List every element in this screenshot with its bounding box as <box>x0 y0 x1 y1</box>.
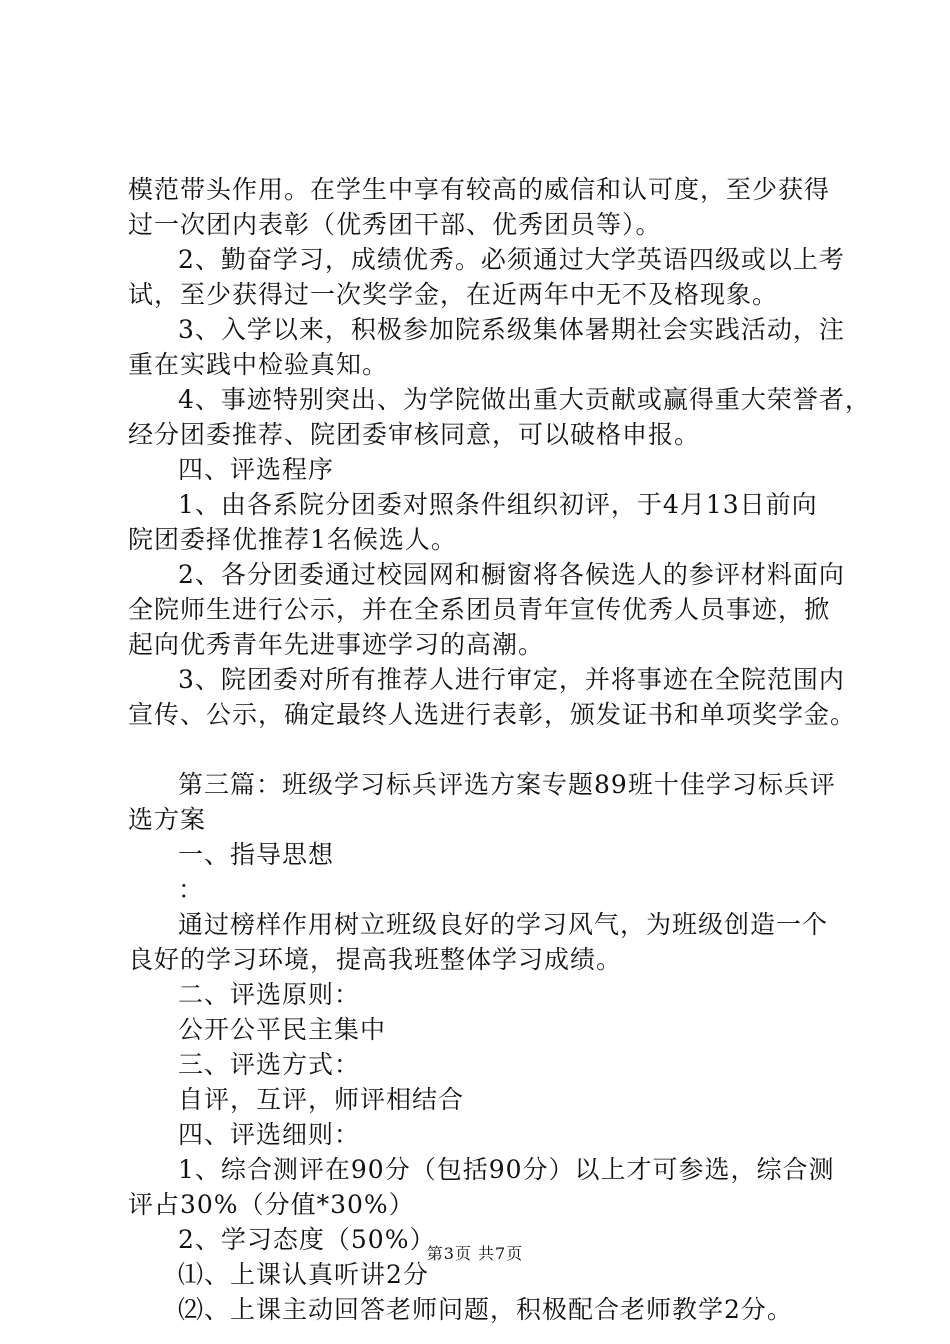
blank-line <box>128 732 840 767</box>
text-line: 3、入学以来，积极参加院系级集体暑期社会实践活动，注 <box>178 315 845 344</box>
text-line: 自评，互评，师评相结合 <box>178 1085 465 1114</box>
text-line: 模范带头作用。在学生中享有较高的威信和认可度，至少获得 <box>128 175 831 204</box>
text-line: ： <box>178 875 205 904</box>
text-line: 四、评选程序 <box>178 455 335 484</box>
text-line: 2、各分团委通过校园网和橱窗将各候选人的参评材料面向 <box>178 560 845 589</box>
text-line: 宣传、公示，确定最终人选进行表彰，颁发证书和单项奖学金。 <box>128 700 857 729</box>
text-line: 通过榜样作用树立班级良好的学习风气，为班级创造一个 <box>178 910 829 939</box>
text-line: 评占30%（分值*30%） <box>128 1190 415 1219</box>
text-line: 起向优秀青年先进事迹学习的高潮。 <box>128 630 545 659</box>
text-line: 第三篇：班级学习标兵评选方案专题89班十佳学习标兵评 <box>178 770 836 799</box>
text-line: 选方案 <box>128 805 207 834</box>
text-line: 四、评选细则： <box>178 1120 361 1149</box>
text-line: ⑵、上课主动回答老师问题，积极配合老师教学2分。 <box>178 1295 793 1324</box>
text-line: ⑴、上课认真听讲2分 <box>178 1260 429 1289</box>
document-body <box>128 172 871 1327</box>
text-line: 2、学习态度（50%） <box>178 1225 436 1254</box>
text-line: 公开公平民主集中 <box>178 1015 387 1044</box>
text-line: 二、评选原则： <box>178 980 361 1009</box>
text-line: 一、指导思想 <box>178 840 335 869</box>
text-line: 4、事迹特别突出、为学院做出重大贡献或赢得重大荣誉者， <box>178 385 871 414</box>
page-footer: 第3页 共7页 <box>426 1244 524 1263</box>
text-line: 院团委择优推荐1名候选人。 <box>128 525 457 554</box>
text-line: 三、评选方式： <box>178 1050 361 1079</box>
text-line: 全院师生进行公示，并在全系团员青年宣传优秀人员事迹，掀 <box>128 595 831 624</box>
text-line: 良好的学习环境，提高我班整体学习成绩。 <box>128 945 623 974</box>
text-line: 1、综合测评在90分（包括90分）以上才可参选，综合测 <box>178 1155 835 1184</box>
text-line: 经分团委推荐、院团委审核同意，可以破格申报。 <box>128 420 701 449</box>
text-line: 试，至少获得过一次奖学金，在近两年中无不及格现象。 <box>128 280 779 309</box>
text-line: 1、由各系院分团委对照条件组织初评，于4月13日前向 <box>178 490 818 519</box>
text-line: 3、院团委对所有推荐人进行审定，并将事迹在全院范围内 <box>178 665 845 694</box>
text-line: 过一次团内表彰（优秀团干部、优秀团员等）。 <box>128 210 662 239</box>
text-line: 重在实践中检验真知。 <box>128 350 389 379</box>
text-line: 2、勤奋学习，成绩优秀。必须通过大学英语四级或以上考 <box>178 245 845 274</box>
